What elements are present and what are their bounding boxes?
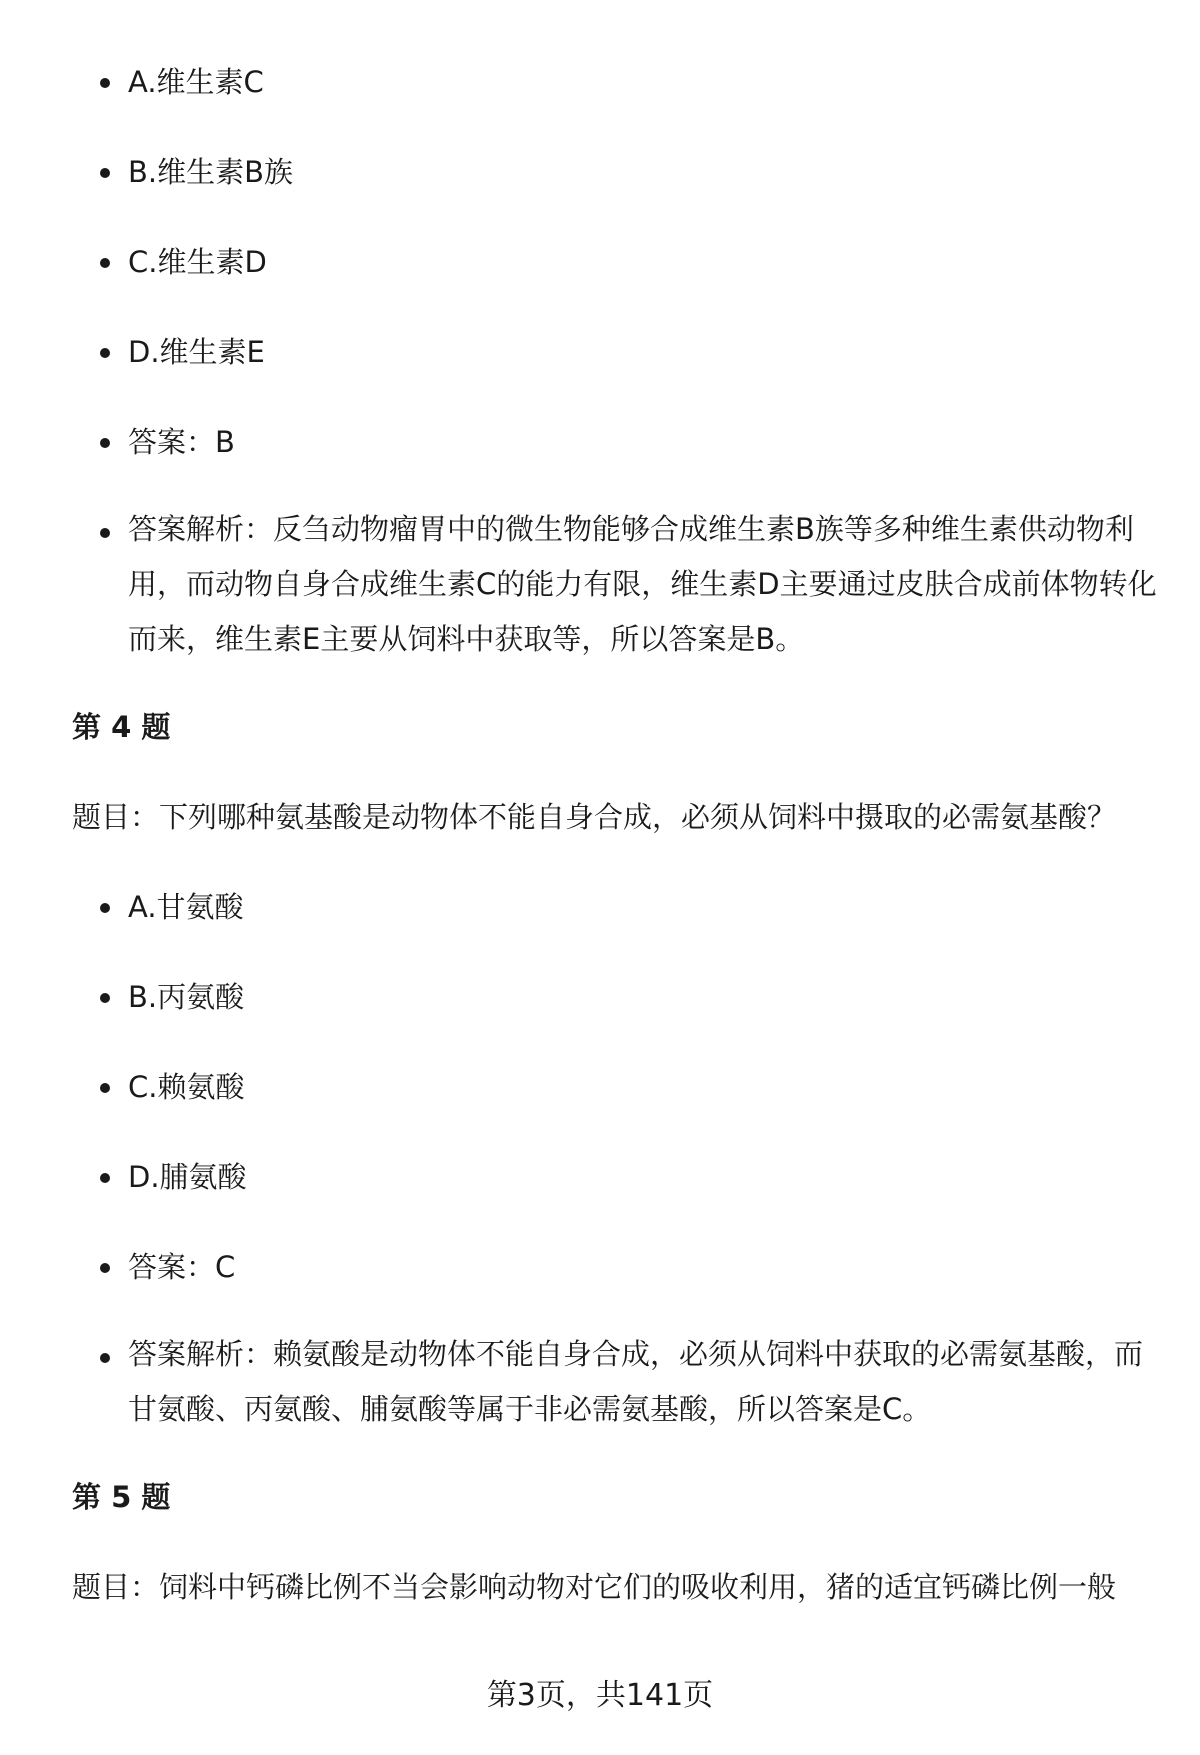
answer-explanation: 答案解析：反刍动物瘤胃中的微生物能够合成维生素B族等多种维生素供动物利用，而动物自身合成维生素C的能力有限，维生素D主要通过皮肤合成前体物转化而来，维生素E主要从饲料中获取等，所以答案是B。 [72, 502, 1162, 667]
question-3-options [72, 52, 1162, 667]
option-b: B.丙氨酸 [72, 967, 1162, 1027]
question-4-title: 第 4 题 [72, 710, 171, 744]
question-4-options [72, 877, 1162, 1437]
page-content [72, 52, 1162, 1647]
option-b: B.维生素B族 [72, 142, 1162, 202]
question-5-stem: 题目：饲料中钙磷比例不当会影响动物对它们的吸收利用，猪的适宜钙磷比例一般 [72, 1570, 1117, 1604]
answer: 答案：B [72, 412, 1162, 472]
answer: 答案：C [72, 1237, 1162, 1297]
page-number-footer: 第3页，共141页 [486, 1678, 714, 1713]
option-d: D.维生素E [72, 322, 1162, 382]
question-4-stem: 题目：下列哪种氨基酸是动物体不能自身合成，必须从饲料中摄取的必需氨基酸？ [72, 800, 1117, 834]
question-5-title: 第 5 题 [72, 1480, 171, 1514]
option-c: C.赖氨酸 [72, 1057, 1162, 1117]
option-a: A.维生素C [72, 52, 1162, 112]
answer-explanation: 答案解析：赖氨酸是动物体不能自身合成，必须从饲料中获取的必需氨基酸，而甘氨酸、丙氨酸、脯氨酸等属于非必需氨基酸，所以答案是C。 [72, 1327, 1162, 1437]
option-c: C.维生素D [72, 232, 1162, 292]
option-d: D.脯氨酸 [72, 1147, 1162, 1207]
option-a: A.甘氨酸 [72, 877, 1162, 937]
